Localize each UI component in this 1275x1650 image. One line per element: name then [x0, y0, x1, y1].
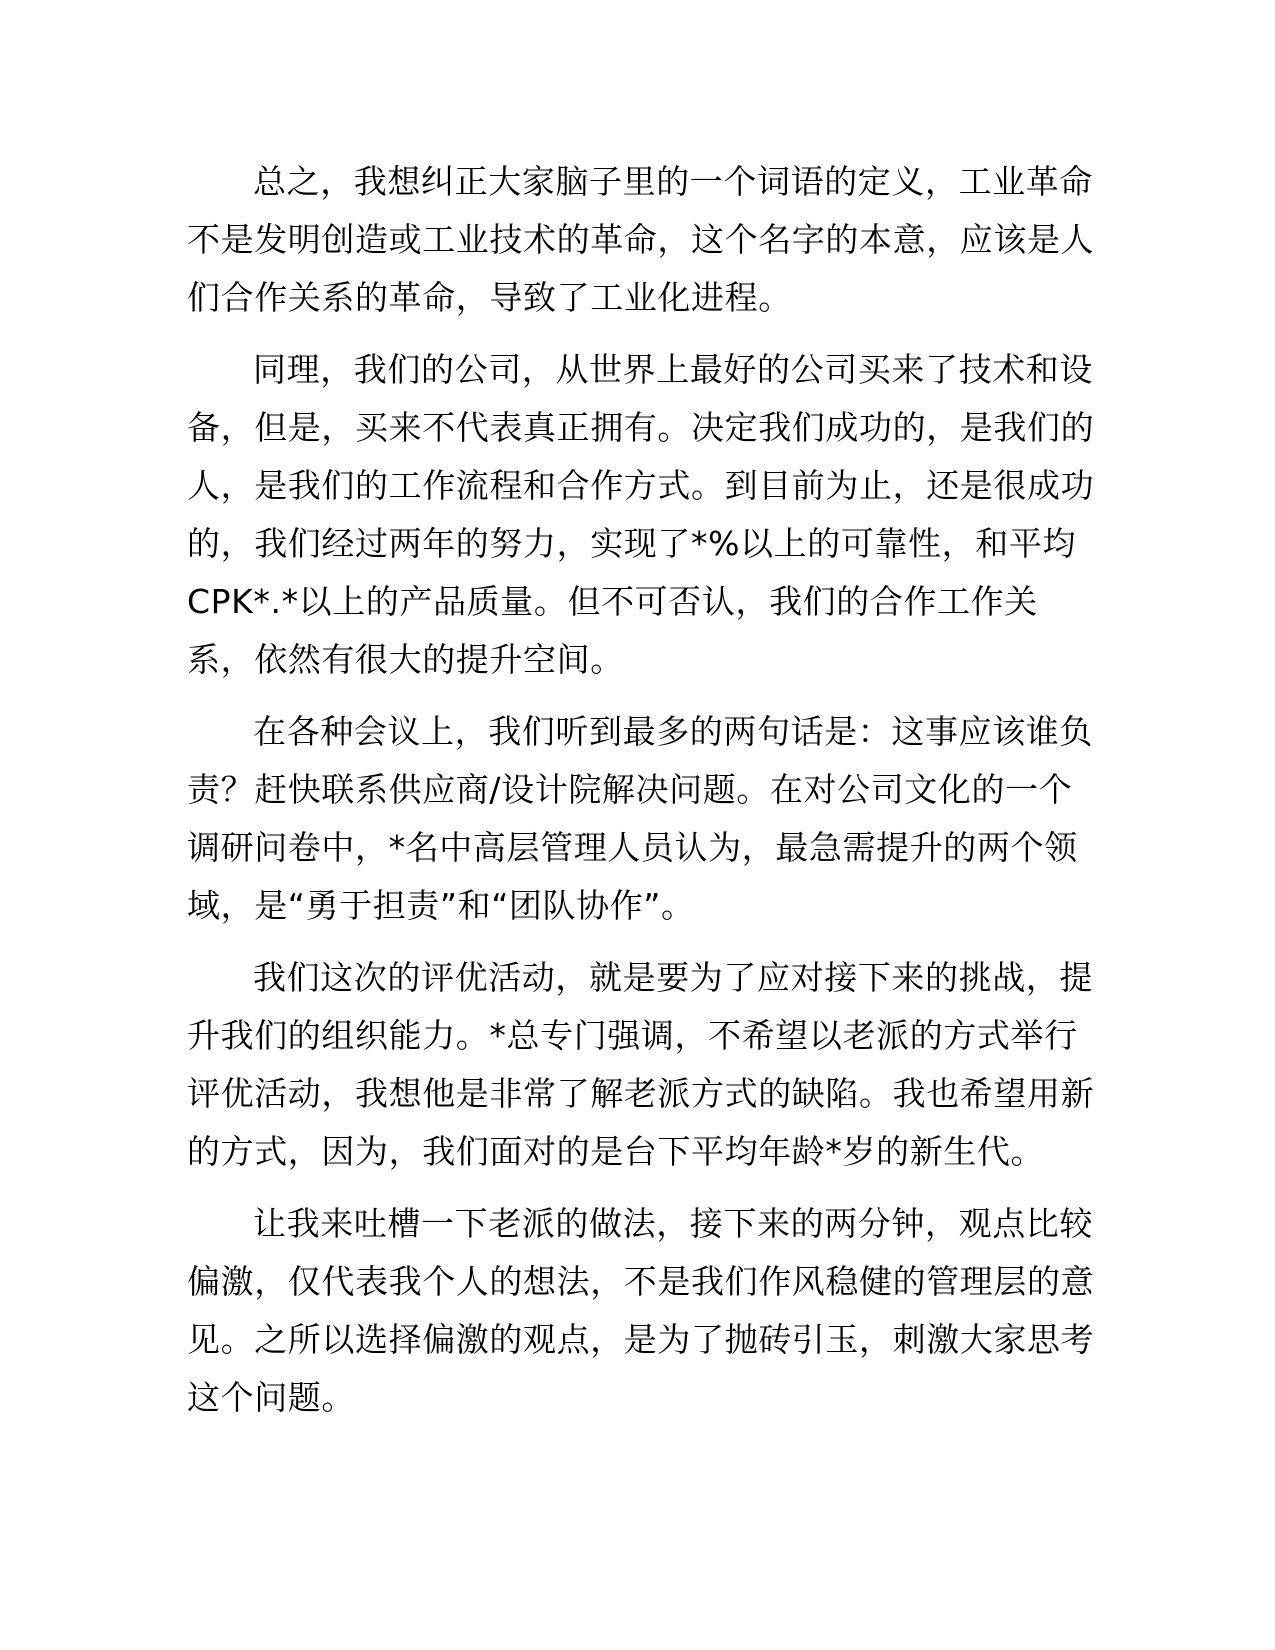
paragraph-4: [187, 949, 1095, 1181]
paragraph-5: [187, 1195, 1095, 1427]
paragraph-line: 偏激，仅代表我个人的想法，不是我们作风稳健的管理层的意: [187, 1262, 1095, 1301]
paragraph-line: 系，依然有很大的提升空间。: [187, 640, 624, 679]
paragraph-line: 总之，我想纠正大家脑子里的一个词语的定义，工业革命: [253, 162, 1093, 201]
paragraph-line: 的方式，因为，我们面对的是台下平均年龄*岁的新生代。: [187, 1132, 1045, 1171]
paragraph-1: [187, 153, 1095, 327]
paragraph-line: 让我来吐槽一下老派的做法，接下来的两分钟，观点比较: [253, 1204, 1093, 1243]
paragraph-line: 在各种会议上，我们听到最多的两句话是：这事应该谁负: [253, 712, 1093, 751]
paragraph-line: 见。之所以选择偏激的观点，是为了抛砖引玉，刺激大家思考: [187, 1320, 1095, 1359]
paragraph-line: 这个问题。: [187, 1378, 355, 1417]
paragraph-line: 我们这次的评优活动，就是要为了应对接下来的挑战，提: [253, 958, 1093, 997]
paragraph-line: 域，是“勇于担责”和“团队协作”。: [187, 886, 695, 925]
paragraph-line: 备，但是，买来不代表真正拥有。决定我们成功的，是我们的: [187, 408, 1095, 447]
paragraph-line: 调研问卷中，*名中高层管理人员认为，最急需提升的两个领: [187, 828, 1078, 867]
document-body: [187, 153, 1095, 1441]
paragraph-line: 不是发明创造或工业技术的革命，这个名字的本意，应该是人: [187, 220, 1095, 259]
paragraph-2: [187, 341, 1095, 689]
paragraph-line: 们合作关系的革命，导致了工业化进程。: [187, 278, 792, 317]
paragraph-line: 的，我们经过两年的努力，实现了*%以上的可靠性，和平均: [187, 524, 1077, 563]
paragraph-line: 责？赶快联系供应商/设计院解决问题。在对公司文化的一个: [187, 770, 1073, 809]
paragraph-line: CPK*.*以上的产品质量。但不可否认，我们的合作工作关: [187, 582, 1038, 621]
paragraph-line: 升我们的组织能力。*总专门强调，不希望以老派的方式举行: [187, 1016, 1078, 1055]
paragraph-line: 同理，我们的公司，从世界上最好的公司买来了技术和设: [253, 350, 1093, 389]
paragraph-3: [187, 703, 1093, 935]
paragraph-line: 评优活动，我想他是非常了解老派方式的缺陷。我也希望用新: [187, 1074, 1095, 1113]
paragraph-line: 人，是我们的工作流程和合作方式。到目前为止，还是很成功: [187, 466, 1095, 505]
